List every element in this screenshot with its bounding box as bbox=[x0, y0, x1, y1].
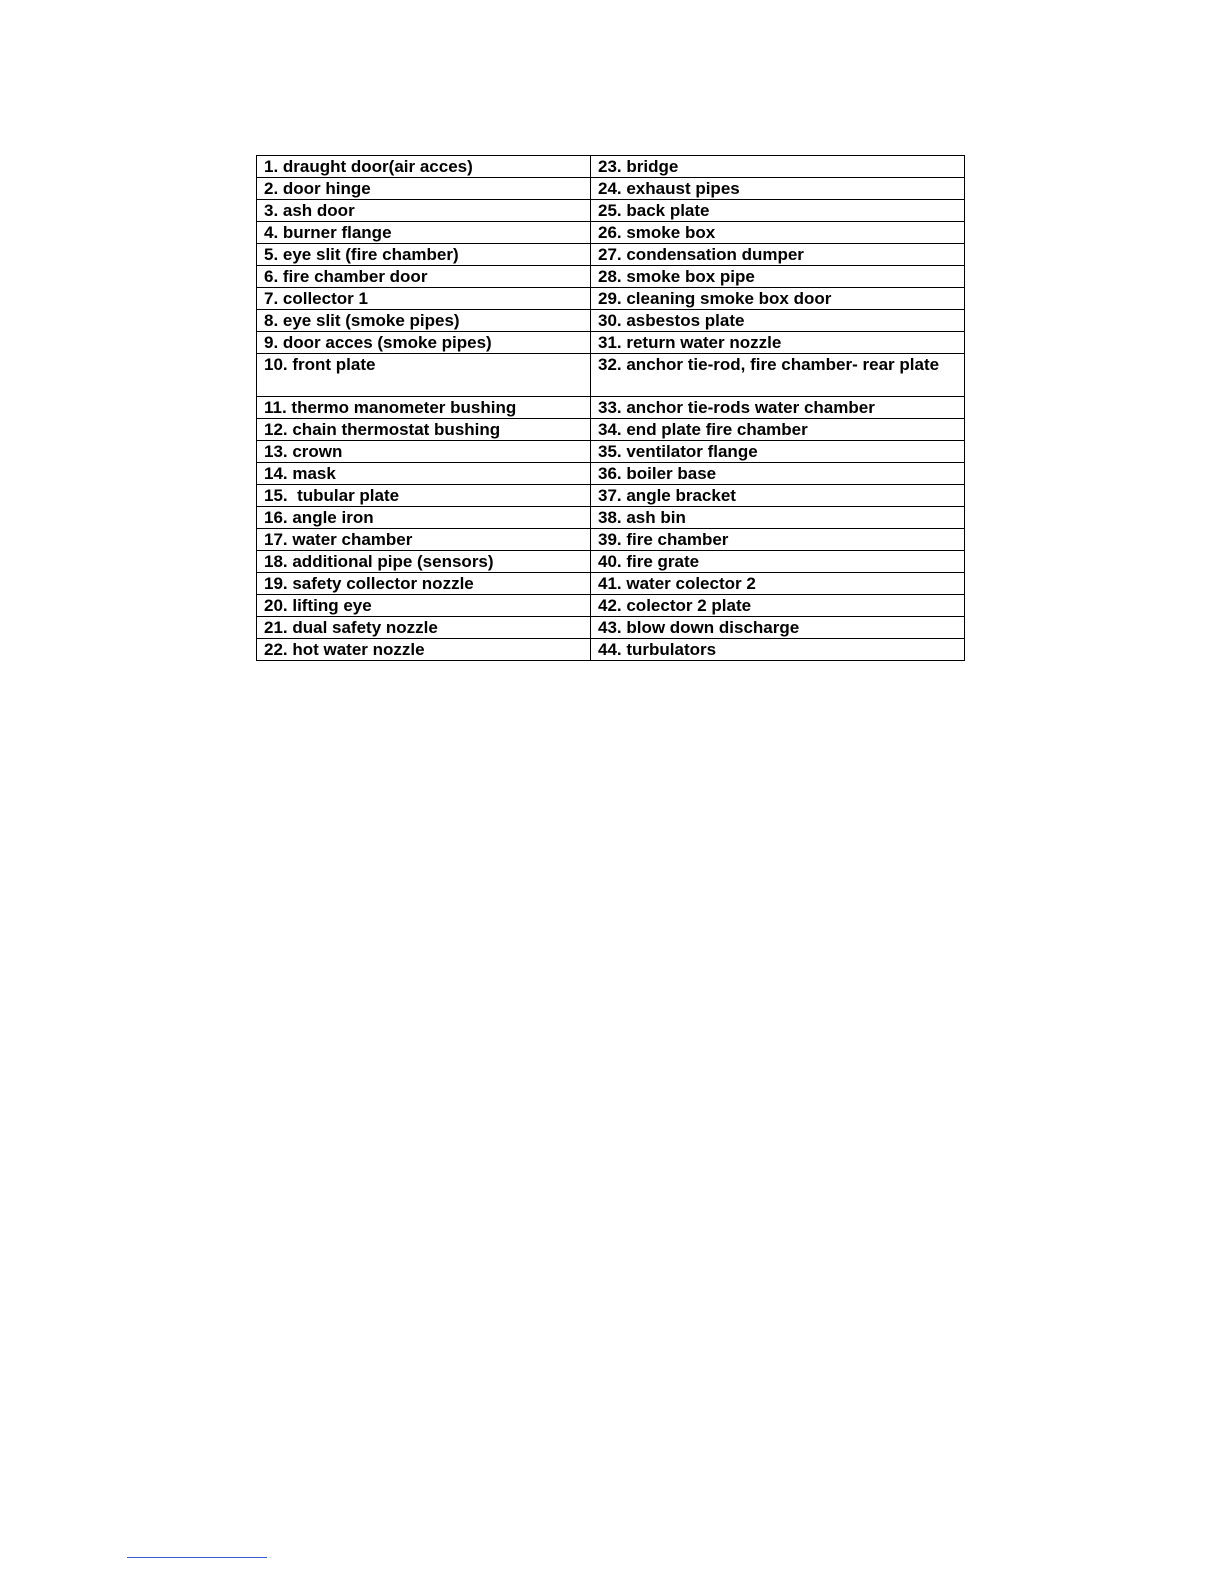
table-cell: 7. collector 1 bbox=[257, 288, 591, 310]
table-cell: 44. turbulators bbox=[591, 639, 965, 661]
table-cell: 28. smoke box pipe bbox=[591, 266, 965, 288]
table-cell: 14. mask bbox=[257, 463, 591, 485]
table-cell: 40. fire grate bbox=[591, 551, 965, 573]
table-cell: 12. chain thermostat bushing bbox=[257, 419, 591, 441]
table-row bbox=[257, 310, 965, 332]
table-row bbox=[257, 573, 965, 595]
table-row bbox=[257, 617, 965, 639]
table-cell: 19. safety collector nozzle bbox=[257, 573, 591, 595]
table-cell: 18. additional pipe (sensors) bbox=[257, 551, 591, 573]
table-row bbox=[257, 178, 965, 200]
table-row bbox=[257, 419, 965, 441]
table-cell: 30. asbestos plate bbox=[591, 310, 965, 332]
table-row bbox=[257, 332, 965, 354]
table-cell: 24. exhaust pipes bbox=[591, 178, 965, 200]
table-row bbox=[257, 595, 965, 617]
table-cell: 6. fire chamber door bbox=[257, 266, 591, 288]
table-row bbox=[257, 200, 965, 222]
table-cell: 38. ash bin bbox=[591, 507, 965, 529]
table-cell: 13. crown bbox=[257, 441, 591, 463]
table-row bbox=[257, 288, 965, 310]
table-row bbox=[257, 354, 965, 397]
table-cell: 25. back plate bbox=[591, 200, 965, 222]
table-cell: 3. ash door bbox=[257, 200, 591, 222]
table-row bbox=[257, 507, 965, 529]
table-cell: 43. blow down discharge bbox=[591, 617, 965, 639]
table-row bbox=[257, 441, 965, 463]
table-cell: 26. smoke box bbox=[591, 222, 965, 244]
table-cell: 20. lifting eye bbox=[257, 595, 591, 617]
table-cell: 29. cleaning smoke box door bbox=[591, 288, 965, 310]
table-cell: 41. water colector 2 bbox=[591, 573, 965, 595]
table-row bbox=[257, 463, 965, 485]
parts-list-body bbox=[257, 156, 965, 661]
table-row bbox=[257, 485, 965, 507]
table-cell: 1. draught door(air acces) bbox=[257, 156, 591, 178]
table-cell: 4. burner flange bbox=[257, 222, 591, 244]
table-cell: 11. thermo manometer bushing bbox=[257, 397, 591, 419]
table-cell: 16. angle iron bbox=[257, 507, 591, 529]
table-cell: 22. hot water nozzle bbox=[257, 639, 591, 661]
table-cell: 2. door hinge bbox=[257, 178, 591, 200]
footnote-separator-line bbox=[127, 1557, 267, 1558]
table-row bbox=[257, 397, 965, 419]
table-cell: 36. boiler base bbox=[591, 463, 965, 485]
table-row bbox=[257, 529, 965, 551]
table-cell: 23. bridge bbox=[591, 156, 965, 178]
table-row bbox=[257, 551, 965, 573]
parts-list-table bbox=[256, 155, 965, 661]
table-cell: 10. front plate bbox=[257, 354, 591, 397]
table-row bbox=[257, 639, 965, 661]
table-cell: 33. anchor tie-rods water chamber bbox=[591, 397, 965, 419]
table-cell: 39. fire chamber bbox=[591, 529, 965, 551]
table-cell: 37. angle bracket bbox=[591, 485, 965, 507]
table-cell: 5. eye slit (fire chamber) bbox=[257, 244, 591, 266]
table-row bbox=[257, 266, 965, 288]
table-cell: 15. tubular plate bbox=[257, 485, 591, 507]
table-cell: 35. ventilator flange bbox=[591, 441, 965, 463]
table-cell: 21. dual safety nozzle bbox=[257, 617, 591, 639]
table-cell: 42. colector 2 plate bbox=[591, 595, 965, 617]
table-row bbox=[257, 244, 965, 266]
table-row bbox=[257, 156, 965, 178]
table-cell: 34. end plate fire chamber bbox=[591, 419, 965, 441]
table-cell: 32. anchor tie-rod, fire chamber- rear plate bbox=[591, 354, 965, 397]
table-row bbox=[257, 222, 965, 244]
table-cell: 9. door acces (smoke pipes) bbox=[257, 332, 591, 354]
table-cell: 31. return water nozzle bbox=[591, 332, 965, 354]
table-cell: 27. condensation dumper bbox=[591, 244, 965, 266]
table-cell: 8. eye slit (smoke pipes) bbox=[257, 310, 591, 332]
table-cell: 17. water chamber bbox=[257, 529, 591, 551]
